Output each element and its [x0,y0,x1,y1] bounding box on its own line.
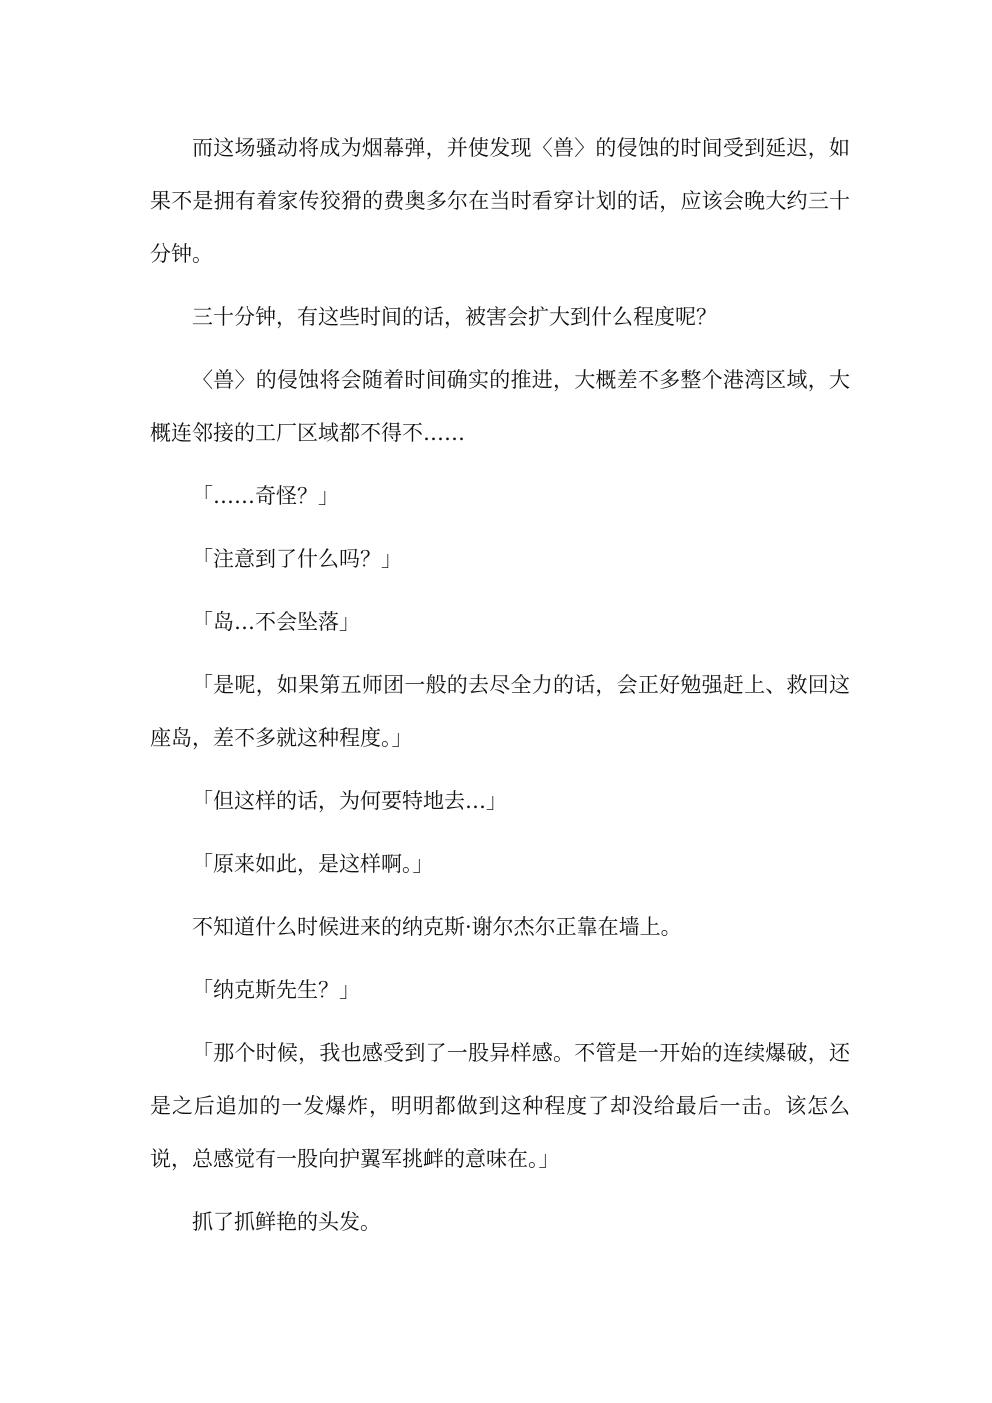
paragraph: 「注意到了什么吗？」 [192,547,402,571]
paragraph: 「那个时候，我也感受到了一股异样感。不管是一开始的连续爆破，还是之后追加的一发爆炸，明明都做到这种程度了却没给最后一击。该怎么说，总感觉有一股向护翼军挑衅的意味在。」 [150,1041,850,1171]
paragraph: 「岛…不会坠落」 [192,610,360,634]
paragraph: 〈兽〉的侵蚀将会随着时间确实的推进，大概差不多整个港湾区域，大概连邻接的工厂区域都不得不…… [150,368,850,445]
paragraph: 「是呢，如果第五师团一般的去尽全力的话，会正好勉强赶上、救回这座岛，差不多就这种程度。」 [150,673,850,750]
paragraph: 「纳克斯先生？」 [192,978,360,1002]
paragraph: 而这场骚动将成为烟幕弹，并使发现〈兽〉的侵蚀的时间受到延迟，如果不是拥有着家传狡猾的费奥多尔在当时看穿计划的话，应该会晚大约三十分钟。 [150,136,850,266]
paragraph: 抓了抓鲜艳的头发。 [192,1210,381,1234]
paragraph: 三十分钟，有这些时间的话，被害会扩大到什么程度呢？ [192,305,717,329]
paragraph: 「……奇怪？」 [192,484,339,508]
paragraph: 「但这样的话，为何要特地去…」 [192,789,507,813]
paragraph: 不知道什么时候进来的纳克斯·谢尔杰尔正靠在墙上。 [192,915,682,939]
paragraph: 「原来如此，是这样啊。」 [192,852,434,876]
document-body [150,122,850,1259]
